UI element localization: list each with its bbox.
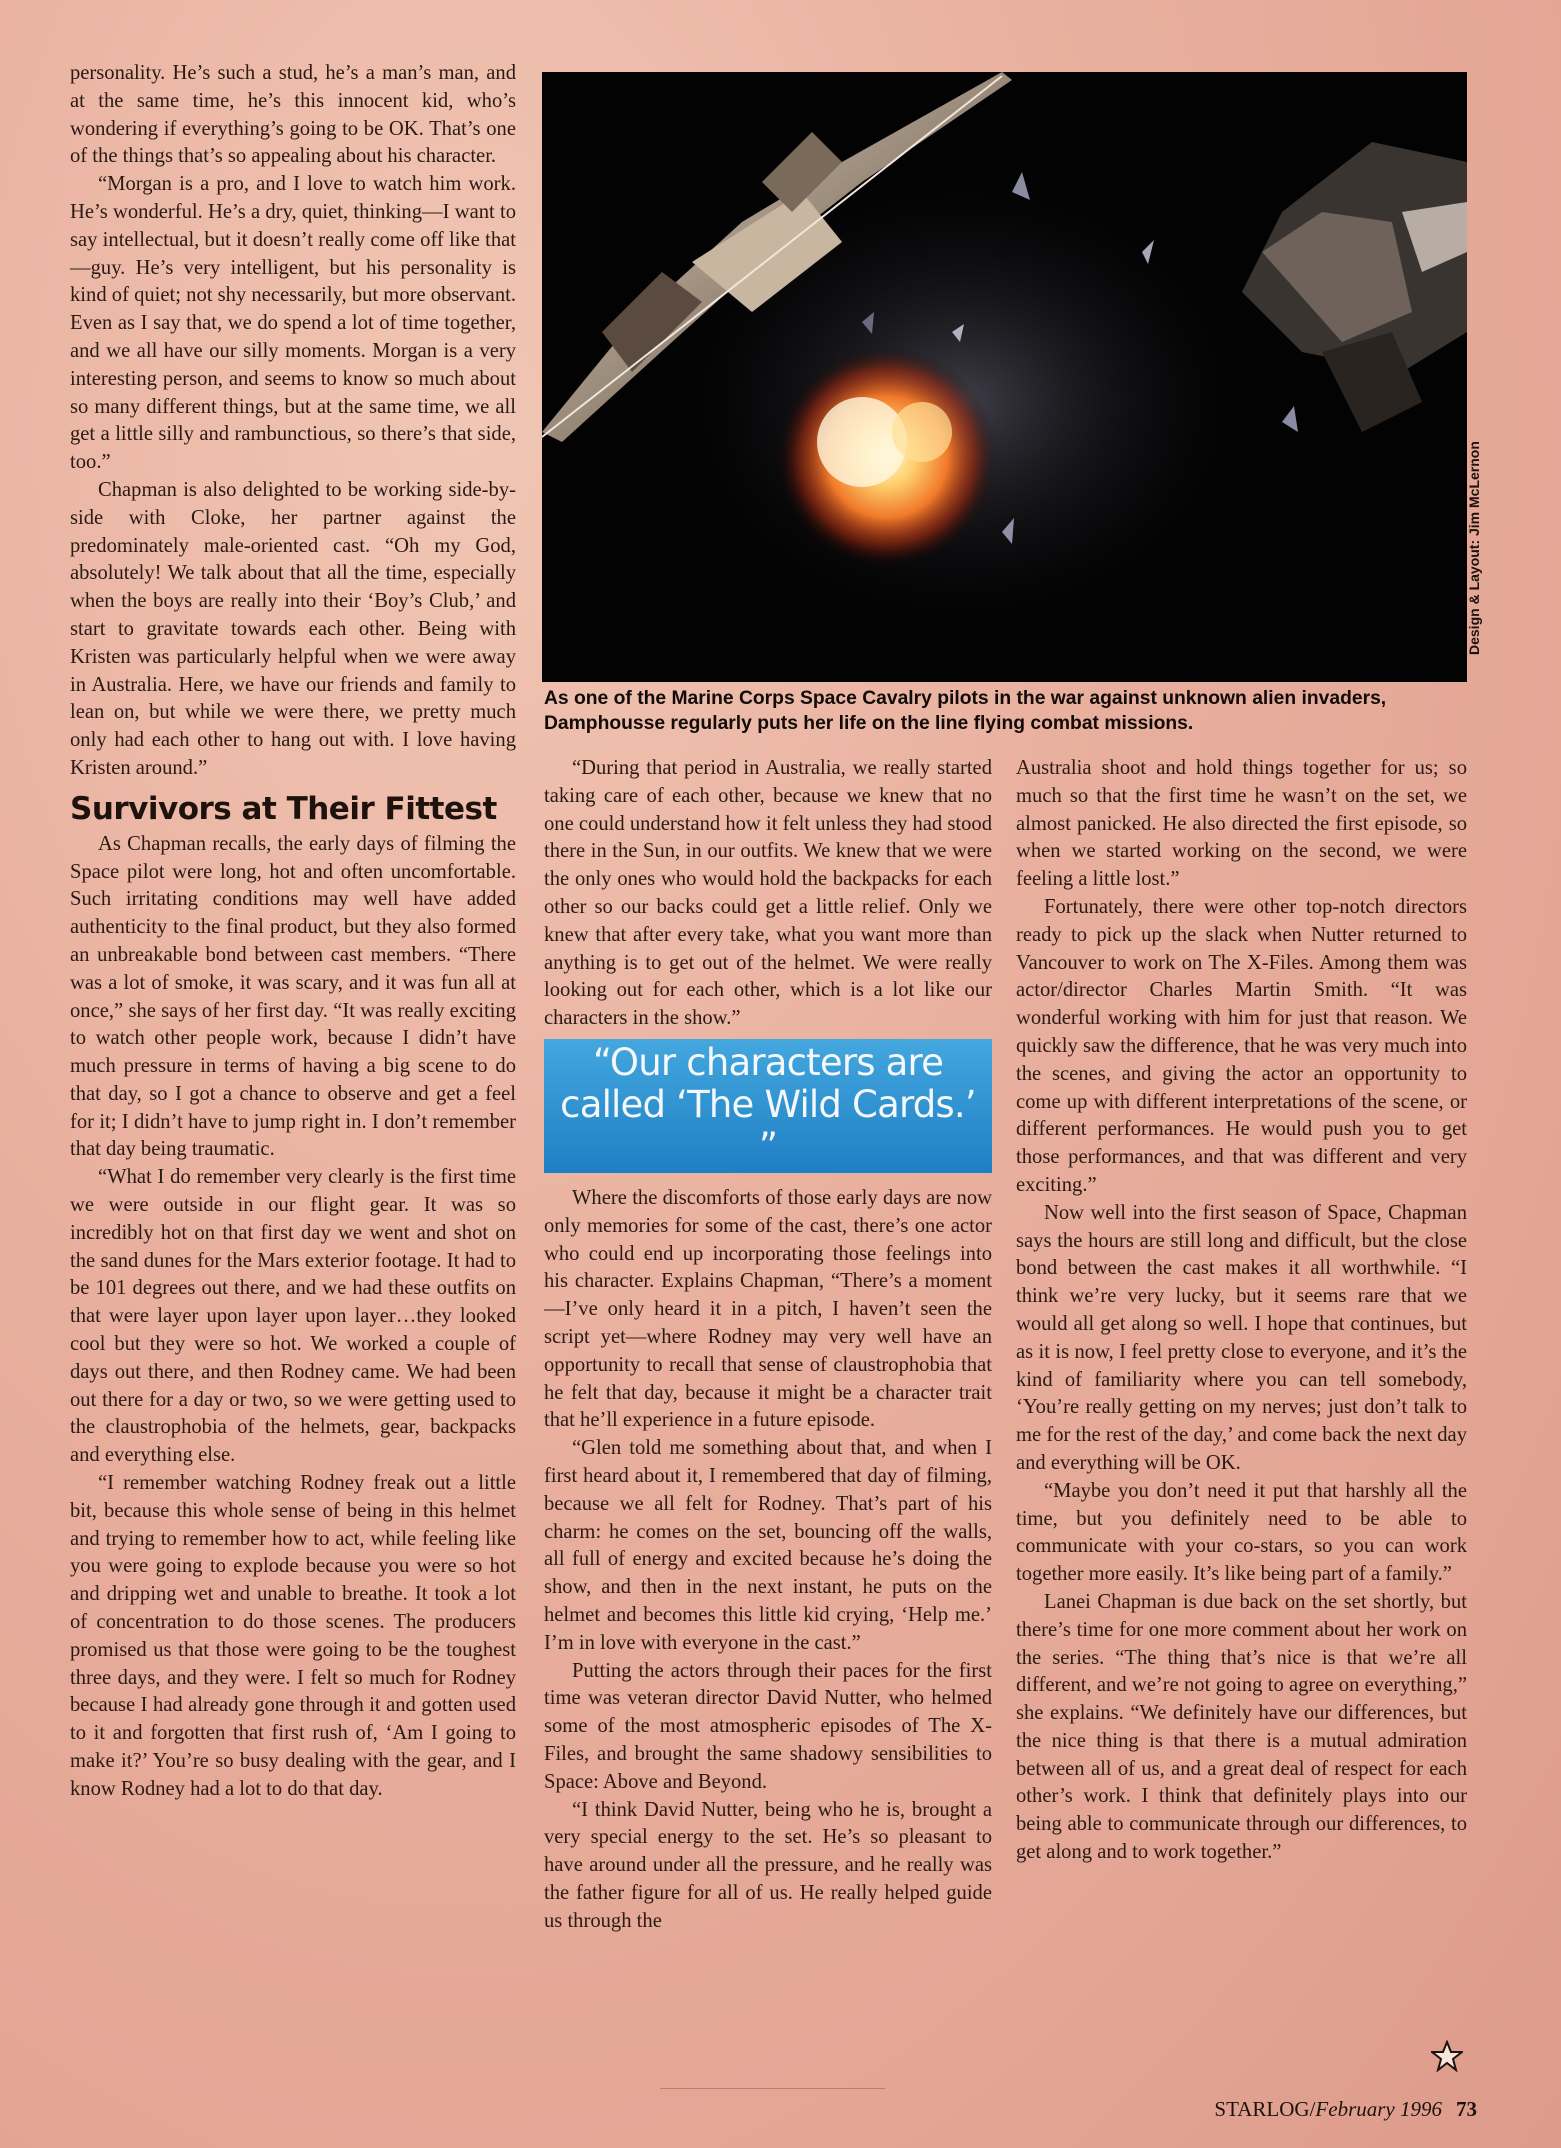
paragraph: Where the discomforts of those early days are now only memories for some of the cast, there’s one actor who could end up incorporating those feelings into his character. Explains Chapman, “There’s a moment—I’ve only heard it in a pitch, I haven’t seen the script yet—where Rodney may very well have an opportunity to recall that sense of claustrophobia that he felt that day, because it might be a character trait that he’ll experience in a future episode.	[544, 1186, 992, 1432]
issue-date: February 1996	[1315, 2097, 1442, 2121]
paragraph: Putting the actors through their paces for the first time was veteran director David Nutter, who helmed some of the most atmospheric episodes of The X-Files, and brought the same shadowy sensibilities to Space: Above and Beyond.	[544, 1659, 992, 1793]
section-subhead: Survivors at Their Fittest	[70, 790, 497, 827]
explosion	[777, 347, 997, 567]
article-column-1	[70, 60, 516, 1804]
paragraph: “What I do remember very clearly is the first time we were outside in our flight gear. It was so incredibly hot on that first day we went and shot on the sand dunes for the Mars exterior footage. It had to be 101 degrees out there, and we had these outfits on that were layer upon layer upon layer…they looked cool but they were so hot. We worked a couple of days out there, and then Rodney came. We had been out there for a day or two, so we were getting used to the claustrophobia of the helmets, gear, backpacks and everything else.	[70, 1166, 516, 1467]
paragraph: Now well into the first season of Space, Chapman says the hours are still long and difficult, but the close bond between the cast makes it all worthwhile. “I think we’re very lucky, but it seems rare that we would all get along so well. I hope that continues, but as it is now, I feel pretty close to everyone, and it’s the kind of familiarity where you can tell somebody, ‘You’re really getting on my nerves; just don’t talk to me for the rest of the day,’ and come back the next day and everything will be OK.	[1016, 1201, 1467, 1474]
photo-caption: As one of the Marine Corps Space Cavalry pilots in the war against unknown alien invaders, Damphousse regularly puts her life on the line flying combat missions.	[544, 688, 1387, 734]
page-footer	[1214, 2097, 1477, 2122]
paragraph: “Maybe you don’t need it put that harshly all the time, but you definitely need to be able to communicate with your co-stars, so you can work together more easily. It’s like being part of a family.”	[1016, 1479, 1467, 1586]
paragraph: “Glen told me something about that, and when I first heard about it, I remembered that day of filming, because we all felt for Rodney. That’s part of his charm: he comes on the set, bouncing off the walls, all full of energy and excited because he’s doing the show, and then in the next instant, he puts on the helmet and becomes this little kid crying, ‘Help me.’ I’m in love with everyone in the cast.”	[544, 1437, 992, 1654]
footer-divider	[660, 2088, 885, 2089]
design-credit: Design & Layout: Jim McLernon	[1466, 441, 1482, 655]
paragraph: “During that period in Australia, we really started taking care of each other, because we knew that no one could understand how it felt unless they had stood there in the Sun, in our outfits. We knew that we were the only ones who would hold the backpacks for each other so our backs could get a little relief. Only we knew that after every take, what you want more than anything is to get out of the helmet. We were really looking out for each other, which is a lot like our characters in the show.”	[544, 757, 992, 1030]
paragraph: Fortunately, there were other top-notch directors ready to pick up the slack when Nutter returned to Vancouver to work on The X-Files. Among them was actor/director Charles Martin Smith. “It was wonderful working with him for just that reason. We quickly saw the difference, that he was very much into the scenes, and giving the actor an opportunity to come up with different interpretations of the scene, or different performances. He would push you to get those performances, and that was different and very exciting.”	[1016, 895, 1467, 1196]
space-battle-photo	[542, 72, 1467, 682]
paragraph: Chapman is also delighted to be working side-by-side with Cloke, her partner against the predominately male-oriented cast. “Oh my God, absolutely! We talk about that all the time, especially when the boys are really into their ‘Boy’s Club,’ and start to gravitate towards each other. Being with Kristen was particularly helpful when we were away in Australia. Here, we have our friends and family to lean on, but while we were there, we pretty much only had each other to hang out with. I love having Kristen around.”	[70, 478, 516, 779]
paragraph: As Chapman recalls, the early days of filming the Space pilot were long, hot and often uncomfortable. Such irritating conditions may well have added authenticity to the final product, but they also formed an unbreakable bond between cast members. “There was a lot of smoke, it was scary, and it was fun all at once,” she says of her first day. “It was really exciting to watch other people work, because I didn’t have much pressure in terms of having a big scene to do that day, so I got a chance to observe and get a feel for it; I didn’t have to jump right in. I don’t remember that day being traumatic.	[70, 832, 516, 1161]
paragraph: Australia shoot and hold things together for us; so much so that the first time he wasn’t on the set, we almost panicked. He also directed the first episode, so when we started working on the second, we were feeling a little lost.”	[1016, 757, 1467, 891]
paragraph: “I think David Nutter, being who he is, brought a very special energy to the set. He’s so pleasant to have around under all the pressure, and he really was the father figure for all of us. He really helped guide us through the	[544, 1798, 992, 1932]
page-number: 73	[1456, 2097, 1477, 2121]
pull-quote: “Our characters are called ‘The Wild Cards.’ ”	[544, 1039, 992, 1173]
paragraph: personality. He’s such a stud, he’s a man’s man, and at the same time, he’s this innocent kid, who’s wondering if everything’s going to be OK. That’s one of the things that’s so appealing about his character.	[70, 62, 516, 168]
space-battle-illustration	[542, 72, 1467, 682]
article-column-3	[1016, 755, 1467, 1867]
paragraph: “I remember watching Rodney freak out a little bit, because this whole sense of being in this helmet and trying to remember how to act, while feeling like you were going to explode because you were so hot and dripping wet and unable to breathe. It took a lot of concentration to do those scenes. The producers promised us that those were going to be the toughest three days, and they were. I felt so much for Rodney because I had already gone through it and gotten used to it and forgotten that first rush of, ‘Am I going to make it?’ You’re so busy dealing with the gear, and I know Rodney had a lot to do that day.	[70, 1472, 516, 1800]
end-mark-star-icon	[1431, 2040, 1463, 2072]
article-column-2	[544, 755, 992, 1935]
paragraph: Lanei Chapman is due back on the set shortly, but there’s time for one more comment about her work on the series. “The thing that’s nice is that we’re all different, and we’re not going to agree on everything,” she explains. “We definitely have our differences, but the nice thing is that there is a mutual admiration between all of us, and a great deal of respect for each other’s work. I think that definitely plays into our being able to communicate through our differences, to get along and to work together.”	[1016, 1590, 1467, 1864]
magazine-name: STARLOG/	[1214, 2097, 1316, 2121]
paragraph: “Morgan is a pro, and I love to watch him work. He’s wonderful. He’s a dry, quiet, thinking—I want to say intellectual, but it doesn’t really come off like that—guy. He’s very intelligent, but his personality is kind of quiet; not shy necessarily, but more observant. Even as I say that, we do spend a lot of time together, and we all have our silly moments. Morgan is a very interesting person, and seems to know so much about so many different things, but at the same time, we all get a little silly and rambunctious, so there’s that side, too.”	[70, 173, 516, 474]
